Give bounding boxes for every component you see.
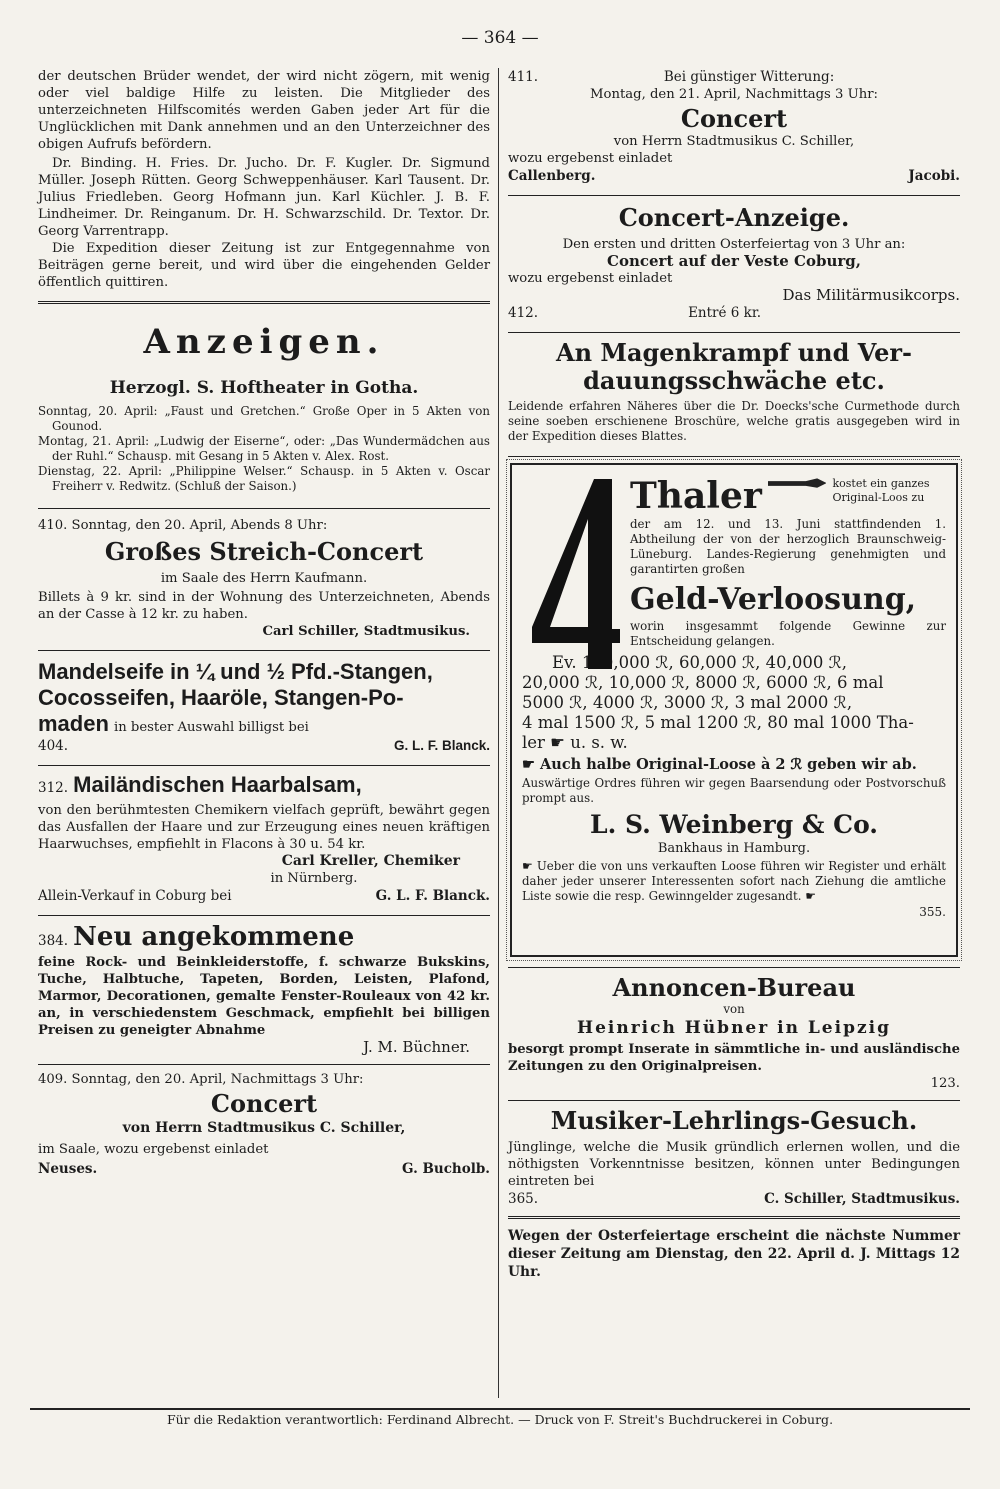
ad-409 [38,1071,490,1178]
ad412-text: Den ersten und dritten Osterfeiertag von 3 Uhr an: [562,237,906,252]
ad412-number: 412. [508,305,539,321]
ad411-right: Jacobi. [908,168,960,184]
ad409-left: Neuses. [38,1161,98,1177]
left-column [38,68,490,1178]
divider [38,650,490,651]
bureau-von: von [723,1002,745,1016]
ad411-title: Concert [680,104,788,133]
ad312-sale-left: Allein-Verkauf in Coburg bei [38,888,232,904]
column-divider [498,68,499,1398]
magen-title-1: An Magenkrampf und Ver- [555,338,913,367]
ad312-number: 312. [38,780,69,796]
page-number: — 364 — [461,28,539,48]
pointing-hand-icon [768,477,827,491]
holiday-notice: Wegen der Osterfeiertage erscheint die nächste Nummer dieser Zeitung am Dienstag, den 22. April d. J. Mittags 12 Uhr. [508,1228,960,1280]
ad312-sale-right: G. L. F. Blanck. [375,888,490,904]
ad411-date: Montag, den 21. April, Nachmittags 3 Uhr: [590,87,878,102]
bureau-text: besorgt prompt Inserate in sämmtliche in- und ausländische Zeitungen zu den Originalpreisen. [508,1042,960,1074]
ad409-by: von Herrn Stadtmusikus C. Schiller, [122,1120,406,1136]
ad-annoncen-bureau [508,974,960,1092]
divider [508,1100,960,1101]
lehrling-signature: C. Schiller, Stadtmusikus. [764,1191,960,1207]
divider [508,456,960,457]
lottery-note: ☛ Ueber die von uns verkauften Loose führen wir Register und erhält daher jeder unserer Interessenten sofort nach Ziehung die amtliche Liste sowie die resp. Gewinngelder zugesandt. ☛ [522,859,946,903]
ad384-signature: J. M. Büchner. [363,1038,470,1056]
ad312-signature: Carl Kreller, Chemiker [281,853,460,869]
bureau-number: 123. [930,1076,960,1091]
ad409-title: Concert [210,1089,318,1118]
lottery-orders: Auswärtige Ordres führen wir gegen Baarsendung oder Postvorschuß prompt aus. [522,776,946,805]
ad412-invite: wozu ergebenst einladet [508,271,673,286]
lottery-bank: Bankhaus in Hamburg. [657,841,811,856]
lottery-side-text: kostet ein ganzes Original-Loos zu [832,477,930,504]
lottery-firm: L. S. Weinberg & Co. [589,810,879,839]
ad-404 [38,659,490,755]
divider [38,1064,490,1065]
bureau-title: Annoncen-Bureau [612,973,856,1002]
ad410-venue: im Saale des Herrn Kaufmann. [160,571,368,586]
anzeigen-heading: Anzeigen. [143,322,385,362]
lehrling-number: 365. [508,1191,539,1207]
ad312-text: von den berühmtesten Chemikern vielfach geprüft, bewährt gegen das Ausfallen der Haare und zur Erzeugung eines neuen kräftigen Haarwuchses, empfiehlt in Flacons à 30 u. 54 kr. [38,803,490,852]
ad384-number: 384. [38,933,69,949]
ad-412 [508,204,960,322]
divider [38,508,490,509]
ad410-title: Großes Streich-Concert [104,537,424,566]
ad412-title2: Concert auf der Veste Coburg, [607,252,861,270]
lottery-number: 355. [919,905,946,919]
lottery-text-2: worin insgesammt folgende Gewinne zur Entscheidung gelangen. [630,619,946,648]
big-four-numeral [532,479,620,669]
ad404-number: 404. [38,738,69,754]
lottery-ad [510,463,958,957]
theater-line-3: Dienstag, 22. April: „Philippine Welser.“ Schausp. in 5 Akten v. Oscar Freiherr v. Redwitz. (Schluß der Saison.) [38,464,490,493]
footer-rule [30,1408,970,1410]
ad412-title: Concert-Anzeige. [618,203,850,232]
ad404-line2: Cocosseifen, Haaröle, Stangen-Po- [38,685,404,710]
ad384-text: feine Rock- und Beinkleiderstoffe, f. schwarze Bukskins, Tuche, Halbtuche, Tapeten, Borden, Leisten, Plafond, Marmor, Decorationen, gemalte Fenster-Rouleaux von 42 kr. an, in verschiedenstem Geschmack, empfiehlt bei billigen Preisen zu geneigter Abnahme [38,955,490,1038]
ad384-title: Neu angekommene [73,922,355,952]
prize-line-1: Ev. 100,000 ℛ, 60,000 ℛ, 40,000 ℛ, [552,653,848,672]
ad404-signature: G. L. F. Blanck. [393,738,490,753]
ad312-title: Mailändischen Haarbalsam, [73,772,362,797]
theater-line-1: Sonntag, 20. April: „Faust und Gretchen.“ Große Oper in 5 Akten von Gounod. [38,404,490,433]
appeal-note: Die Expedition dieser Zeitung ist zur Entgegennahme von Beiträgen gerne bereit, und wird über die eingehenden Gelder öffentlich quittiren. [38,241,490,290]
divider [508,332,960,333]
prize-line-2: 20,000 ℛ, 10,000 ℛ, 8000 ℛ, 6000 ℛ, 6 mal [522,673,884,692]
ad-312 [38,772,490,905]
divider [38,915,490,916]
ad411-by: von Herrn Stadtmusikus C. Schiller, [613,134,855,149]
appeal-signers: Dr. Binding. H. Fries. Dr. Jucho. Dr. F. Kugler. Dr. Sigmund Müller. Joseph Rütten. Georg Schweppenhäuser. Karl Tausent. Dr. Julius Friedleben. Georg Hofmann jun. Karl Küchler. J. B. F. Lindheimer. Dr. Reinganum. Dr. H. Schwarzschild. Dr. Textor. Dr. Georg Varrentrapp. [38,156,490,239]
ad-lehrling [508,1107,960,1208]
imprint-footer: Für die Redaktion verantwortlich: Ferdinand Albrecht. — Druck von F. Streit's Buchdruckerei in Coburg. [166,1412,834,1427]
ad412-entry: Entré 6 kr. [688,305,762,321]
ad-magenkrampf [508,339,960,444]
divider [508,1216,960,1219]
ad409-header: 409. Sonntag, den 20. April, Nachmittags 3 Uhr: [38,1072,364,1087]
magen-text: Leidende erfahren Näheres über die Dr. Doecks'sche Curmethode durch seine soeben erschienene Broschüre, welche gratis ausgegeben wird in der Expedition dieses Blattes. [508,399,960,443]
lehrling-text: Jünglinge, welche die Musik gründlich erlernen wollen, und die nöthigsten Vorkenntnisse besitzen, können unter Bedingungen eintreten bei [508,1140,960,1189]
ad411-header: Bei günstiger Witterung: [663,69,835,85]
ad410-text: Billets à 9 kr. sind in der Wohnung des Unterzeichneten, Abends an der Casse à 12 kr. zu haben. [38,590,490,622]
ad412-signature: Das Militärmusikcorps. [782,286,960,304]
ad409-venue: im Saale, wozu ergebenst einladet [38,1142,269,1157]
divider [508,195,960,196]
ad-411 [508,68,960,185]
prize-line-3: 5000 ℛ, 4000 ℛ, 3000 ℛ, 3 mal 2000 ℛ, [522,693,853,712]
bureau-name: Heinrich Hübner in Leipzig [577,1018,891,1038]
prize-line-4: 4 mal 1500 ℛ, 5 mal 1200 ℛ, 80 mal 1000 Tha- [522,713,914,732]
ad404-line3b: in bester Auswahl billigst bei [114,720,309,735]
ad410-signature: Carl Schiller, Stadtmusikus. [262,624,470,639]
lottery-text-1: der am 12. und 13. Juni stattfindenden 1. Abtheilung der von der herzoglich Braunschweig-Lüneburg. Landes-Regierung genehmigten und garantirten großen [630,517,946,576]
appeal-text: der deutschen Brüder wendet, der wird nicht zögern, mit wenig oder viel baldige Hilfe zu leisten. Die Mitglieder des unterzeichneten Hilfscomités werden Gaben jeder Art für die Unglücklichen mit Dank annehmen und an den Unterzeichner des obigen Aufrufs befördern. [38,69,490,152]
prize-line-5: ler ☛ u. s. w. [522,733,628,752]
ad404-line1: Mandelseife in ¼ und ½ Pfd.-Stangen, [38,659,433,684]
lottery-half: ☛ Auch halbe Original-Loose à 2 ℛ geben wir ab. [522,756,917,773]
magen-title-2: dauungsschwäche etc. [583,366,885,395]
lottery-title: Geld-Verloosung, [630,582,917,617]
ad410-header: 410. Sonntag, den 20. April, Abends 8 Uhr: [38,518,328,533]
ad-384 [38,922,490,1056]
divider [38,301,490,304]
right-column [508,68,960,1281]
ad404-line3a: maden [38,711,109,736]
divider [508,967,960,968]
divider [38,765,490,766]
lehrling-title: Musiker-Lehrlings-Gesuch. [550,1106,918,1135]
ad411-left: Callenberg. [508,168,596,184]
theater-line-2: Montag, 21. April: „Ludwig der Eiserne“, oder: „Das Wundermädchen aus der Ruhl.“ Schausp. mit Gesang in 5 Akten v. Alex. Rost. [38,434,490,463]
ad411-number: 411. [508,69,539,85]
ad-410 [38,517,490,640]
ad312-city: in Nürnberg. [270,871,358,886]
lottery-thaler: Thaler [630,475,762,517]
theater-title: Herzogl. S. Hoftheater in Gotha. [109,378,419,398]
ad411-invite: wozu ergebenst einladet [508,151,673,166]
ad409-right: G. Bucholb. [402,1161,490,1177]
